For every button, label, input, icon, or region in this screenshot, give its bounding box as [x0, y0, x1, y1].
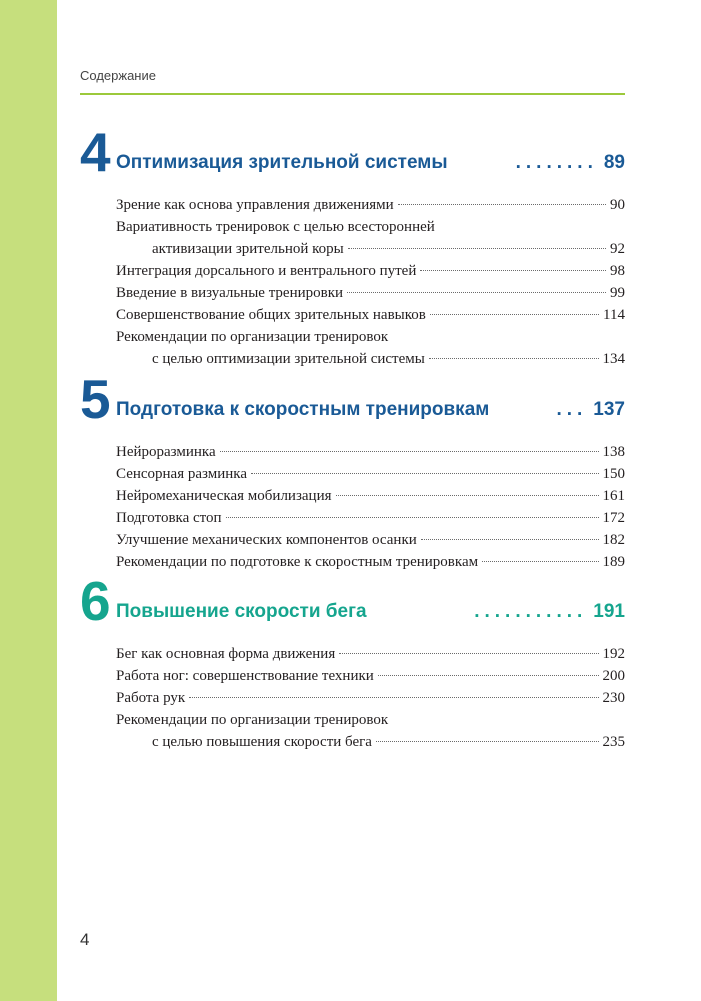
entry-title: с целью повышения скорости бега — [152, 734, 372, 750]
toc-entry[interactable] — [116, 238, 625, 260]
dot-leader — [220, 450, 599, 452]
toc-entry[interactable] — [116, 463, 625, 485]
chapter-4 — [80, 121, 625, 370]
toc-entries — [116, 441, 625, 573]
chapter-leader: ... — [556, 399, 588, 420]
dot-leader — [347, 291, 606, 293]
entry-title: Подготовка стоп — [116, 510, 222, 526]
side-color-strip — [0, 0, 57, 1001]
entry-page: 90 — [610, 197, 625, 213]
entry-title: Нейроразминка — [116, 444, 216, 460]
entry-title: Интеграция дорсального и вентрального путей — [116, 263, 417, 279]
toc-entry[interactable] — [116, 441, 625, 463]
entry-page: 182 — [602, 532, 625, 548]
dot-leader — [339, 652, 598, 654]
dot-leader — [336, 494, 599, 496]
entry-page: 192 — [602, 646, 625, 662]
dot-leader — [189, 696, 598, 698]
toc-entry[interactable] — [116, 260, 625, 282]
toc-entries — [116, 194, 625, 370]
chapter-heading[interactable] — [80, 121, 625, 188]
entry-title: Рекомендации по подготовке к скоростным тренировкам — [116, 554, 479, 570]
chapter-leader: ........ — [515, 152, 598, 173]
dot-leader — [378, 674, 599, 676]
entry-page: 200 — [602, 668, 625, 684]
dot-leader — [348, 247, 606, 249]
chapter-title: Подготовка к скоростным тренировкам — [116, 399, 490, 420]
entry-title-line1: Рекомендации по организации тренировок — [116, 712, 389, 728]
chapter-heading[interactable] — [80, 368, 625, 435]
toc-entry[interactable] — [116, 529, 625, 551]
chapter-number: 6 — [80, 570, 109, 632]
chapter-6 — [80, 570, 625, 753]
toc-entry[interactable] — [116, 507, 625, 529]
entry-page: 235 — [602, 734, 625, 750]
entry-title: Нейромеханическая мобилизация — [116, 488, 332, 504]
chapter-5 — [80, 368, 625, 573]
entry-title-line1: Вариативность тренировок с целью всесторонней — [116, 219, 435, 235]
entry-title: Улучшение механических компонентов осанки — [116, 532, 417, 548]
entry-title: Совершенствование общих зрительных навыков — [116, 307, 426, 323]
page-number: 4 — [80, 930, 90, 949]
chapter-page: 191 — [593, 601, 625, 622]
entry-page: 189 — [602, 554, 625, 570]
entry-page: 161 — [602, 488, 625, 504]
chapter-heading[interactable] — [80, 570, 625, 637]
dot-leader — [398, 203, 606, 205]
entry-title: Зрение как основа управления движениями — [116, 197, 394, 213]
running-header: Содержание — [80, 68, 156, 83]
entry-title-line1: Рекомендации по организации тренировок — [116, 329, 389, 345]
header-rule — [80, 93, 625, 95]
entry-title: Введение в визуальные тренировки — [116, 285, 344, 301]
chapter-number: 4 — [80, 121, 109, 183]
toc-entry[interactable] — [116, 731, 625, 753]
entry-title: Бег как основная форма движения — [116, 646, 336, 662]
entry-page: 150 — [602, 466, 625, 482]
toc-entry[interactable] — [116, 643, 625, 665]
entry-page: 172 — [602, 510, 625, 526]
entry-title: с целью оптимизации зрительной системы — [152, 351, 425, 367]
entry-title: Работа рук — [116, 690, 186, 706]
toc-entry-line1[interactable] — [116, 216, 625, 238]
entry-page: 138 — [602, 444, 625, 460]
toc-entry[interactable] — [116, 551, 625, 573]
entry-title: активизации зрительной коры — [152, 241, 344, 257]
toc-entry[interactable] — [116, 687, 625, 709]
dot-leader — [421, 538, 599, 540]
chapter-title: Оптимизация зрительной системы — [116, 152, 448, 173]
dot-leader — [420, 269, 606, 271]
chapter-page: 137 — [593, 399, 625, 420]
toc-entries — [116, 643, 625, 753]
toc-entry[interactable] — [116, 194, 625, 216]
dot-leader — [430, 313, 599, 315]
entry-page: 114 — [603, 307, 625, 323]
chapter-leader: ........... — [474, 601, 588, 622]
toc-entry[interactable] — [116, 304, 625, 326]
entry-title: Сенсорная разминка — [116, 466, 248, 482]
entry-page: 98 — [610, 263, 625, 279]
dot-leader — [376, 740, 599, 742]
chapter-number: 5 — [80, 368, 109, 430]
toc-entry[interactable] — [116, 282, 625, 304]
toc-entry[interactable] — [116, 348, 625, 370]
entry-title: Работа ног: совершенствование техники — [116, 668, 374, 684]
toc-entry-line1[interactable] — [116, 326, 625, 348]
entry-page: 230 — [602, 690, 625, 706]
dot-leader — [251, 472, 598, 474]
entry-page: 92 — [610, 241, 625, 257]
dot-leader — [429, 357, 599, 359]
chapter-title: Повышение скорости бега — [116, 601, 367, 622]
toc-entry-line1[interactable] — [116, 709, 625, 731]
dot-leader — [226, 516, 599, 518]
dot-leader — [482, 560, 598, 562]
entry-page: 99 — [610, 285, 625, 301]
entry-page: 134 — [602, 351, 625, 367]
chapter-page: 89 — [603, 152, 625, 173]
toc-entry[interactable] — [116, 485, 625, 507]
toc-entry[interactable] — [116, 665, 625, 687]
